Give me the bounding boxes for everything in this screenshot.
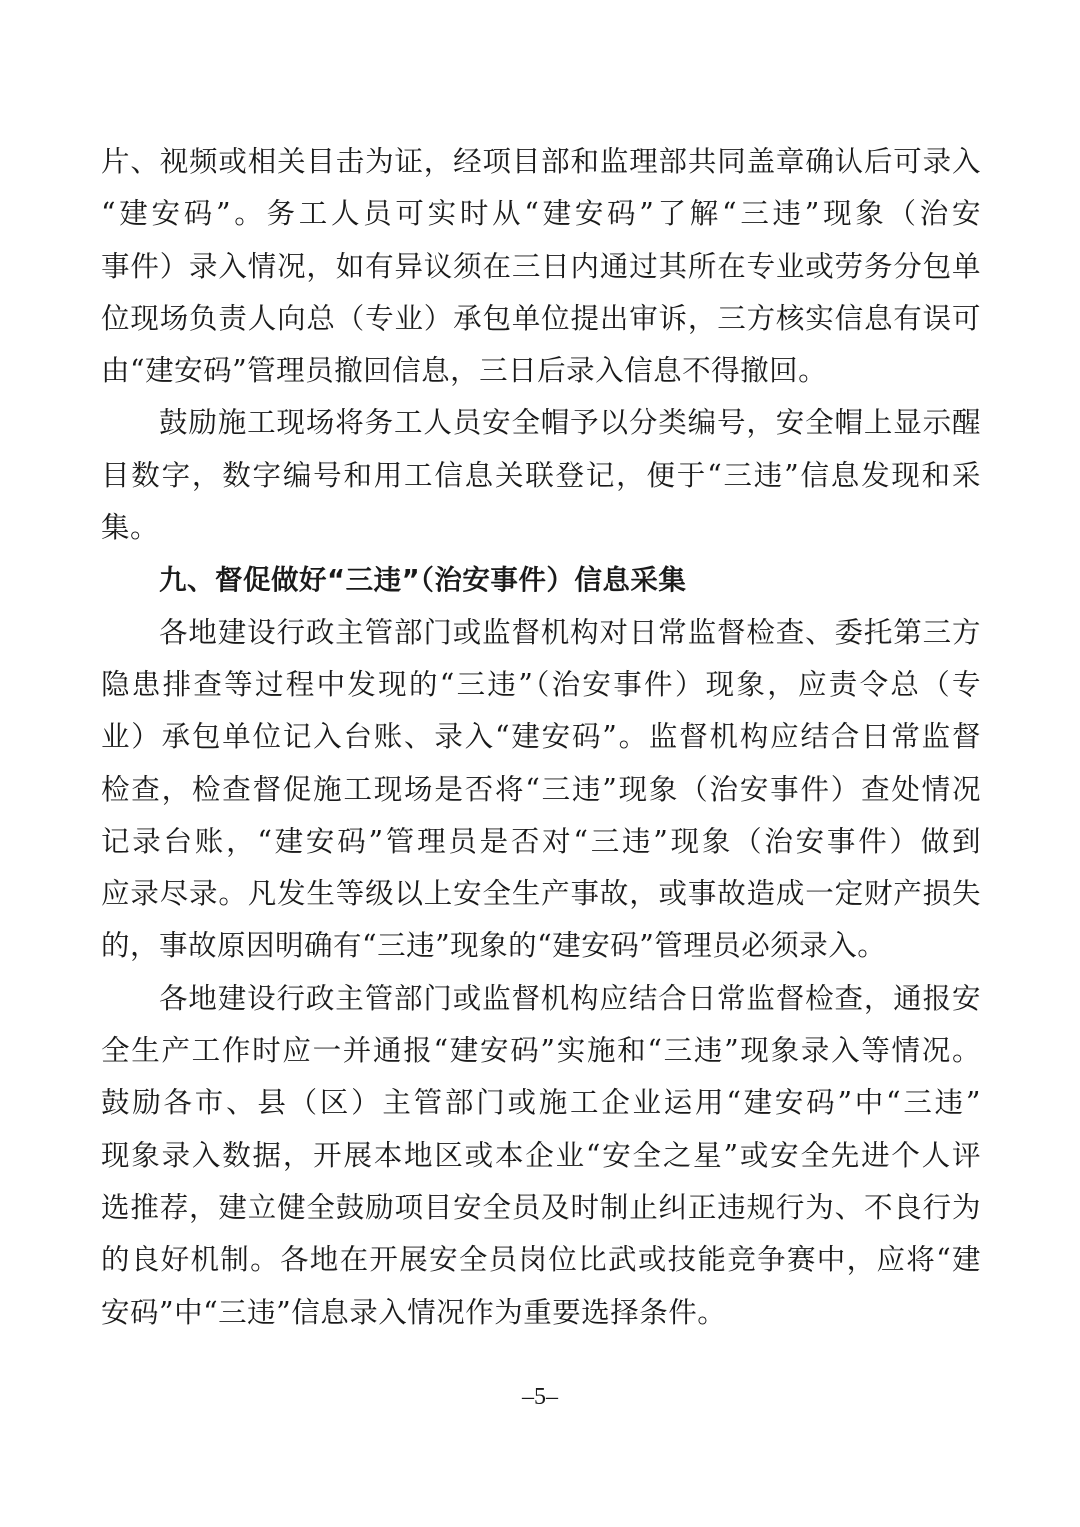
text-line: 位现场负责人向总（专业）承包单位提出审诉，三方核实信息有误可 bbox=[101, 301, 981, 335]
text-line: 片、视频或相关目击为证，经项目部和监理部共同盖章确认后可录入 bbox=[101, 145, 981, 178]
text-line: 集。 bbox=[101, 511, 160, 545]
body-text bbox=[101, 136, 981, 1339]
paragraph-start-line: 鼓励施工现场将务工人员安全帽予以分类编号，安全帽上显示醒 bbox=[159, 406, 981, 440]
text-line: 的良好机制。各地在开展安全员岗位比武或技能竞争赛中，应将“建 bbox=[101, 1243, 981, 1277]
text-line: 安码”中“三违”信息录入情况作为重要选择条件。 bbox=[101, 1295, 727, 1329]
text-line: 现象录入数据，开展本地区或本企业“安全之星”或安全先进个人评 bbox=[101, 1138, 981, 1172]
text-line: 全生产工作时应一并通报“建安码”实施和“三违”现象录入等情况。 bbox=[101, 1034, 981, 1068]
text-line: 目数字，数字编号和用工信息关联登记，便于“三违”信息发现和采 bbox=[101, 458, 981, 492]
text-line: 由“建安码”管理员撤回信息，三日后录入信息不得撤回。 bbox=[101, 354, 828, 388]
text-line: 记录台账，“建安码”管理员是否对“三违”现象（治安事件）做到 bbox=[101, 824, 981, 858]
text-line: “建安码”。务工人员可实时从“建安码”了解“三违”现象（治安 bbox=[101, 197, 981, 231]
paragraph-start-line: 各地建设行政主管部门或监督机构对日常监督检查、委托第三方 bbox=[159, 615, 981, 649]
page-number: –5– bbox=[522, 1384, 558, 1410]
text-line: 选推荐，建立健全鼓励项目安全员及时制止纠正违规行为、不良行为 bbox=[101, 1190, 981, 1224]
text-line: 鼓励各市、县（区）主管部门或施工企业运用“建安码”中“三违” bbox=[101, 1086, 981, 1120]
text-line: 应录尽录。凡发生等级以上安全生产事故，或事故造成一定财产损失 bbox=[101, 877, 981, 911]
text-line: 隐患排查等过程中发现的“三违”（治安事件）现象，应责令总（专 bbox=[101, 667, 981, 701]
text-line: 检查，检查督促施工现场是否将“三违”现象（治安事件）查处情况 bbox=[101, 772, 981, 806]
text-line: 事件）录入情况，如有异议须在三日内通过其所在专业或劳务分包单 bbox=[101, 249, 981, 283]
paragraph-start-line: 各地建设行政主管部门或监督机构应结合日常监督检查，通报安 bbox=[159, 981, 981, 1015]
section-heading: 九、督促做好“三违”（治安事件）信息采集 bbox=[159, 564, 687, 597]
text-line: 的，事故原因明确有“三违”现象的“建安码”管理员必须录入。 bbox=[101, 929, 887, 963]
text-line: 业）承包单位记入台账、录入“建安码”。监督机构应结合日常监督 bbox=[101, 720, 981, 754]
